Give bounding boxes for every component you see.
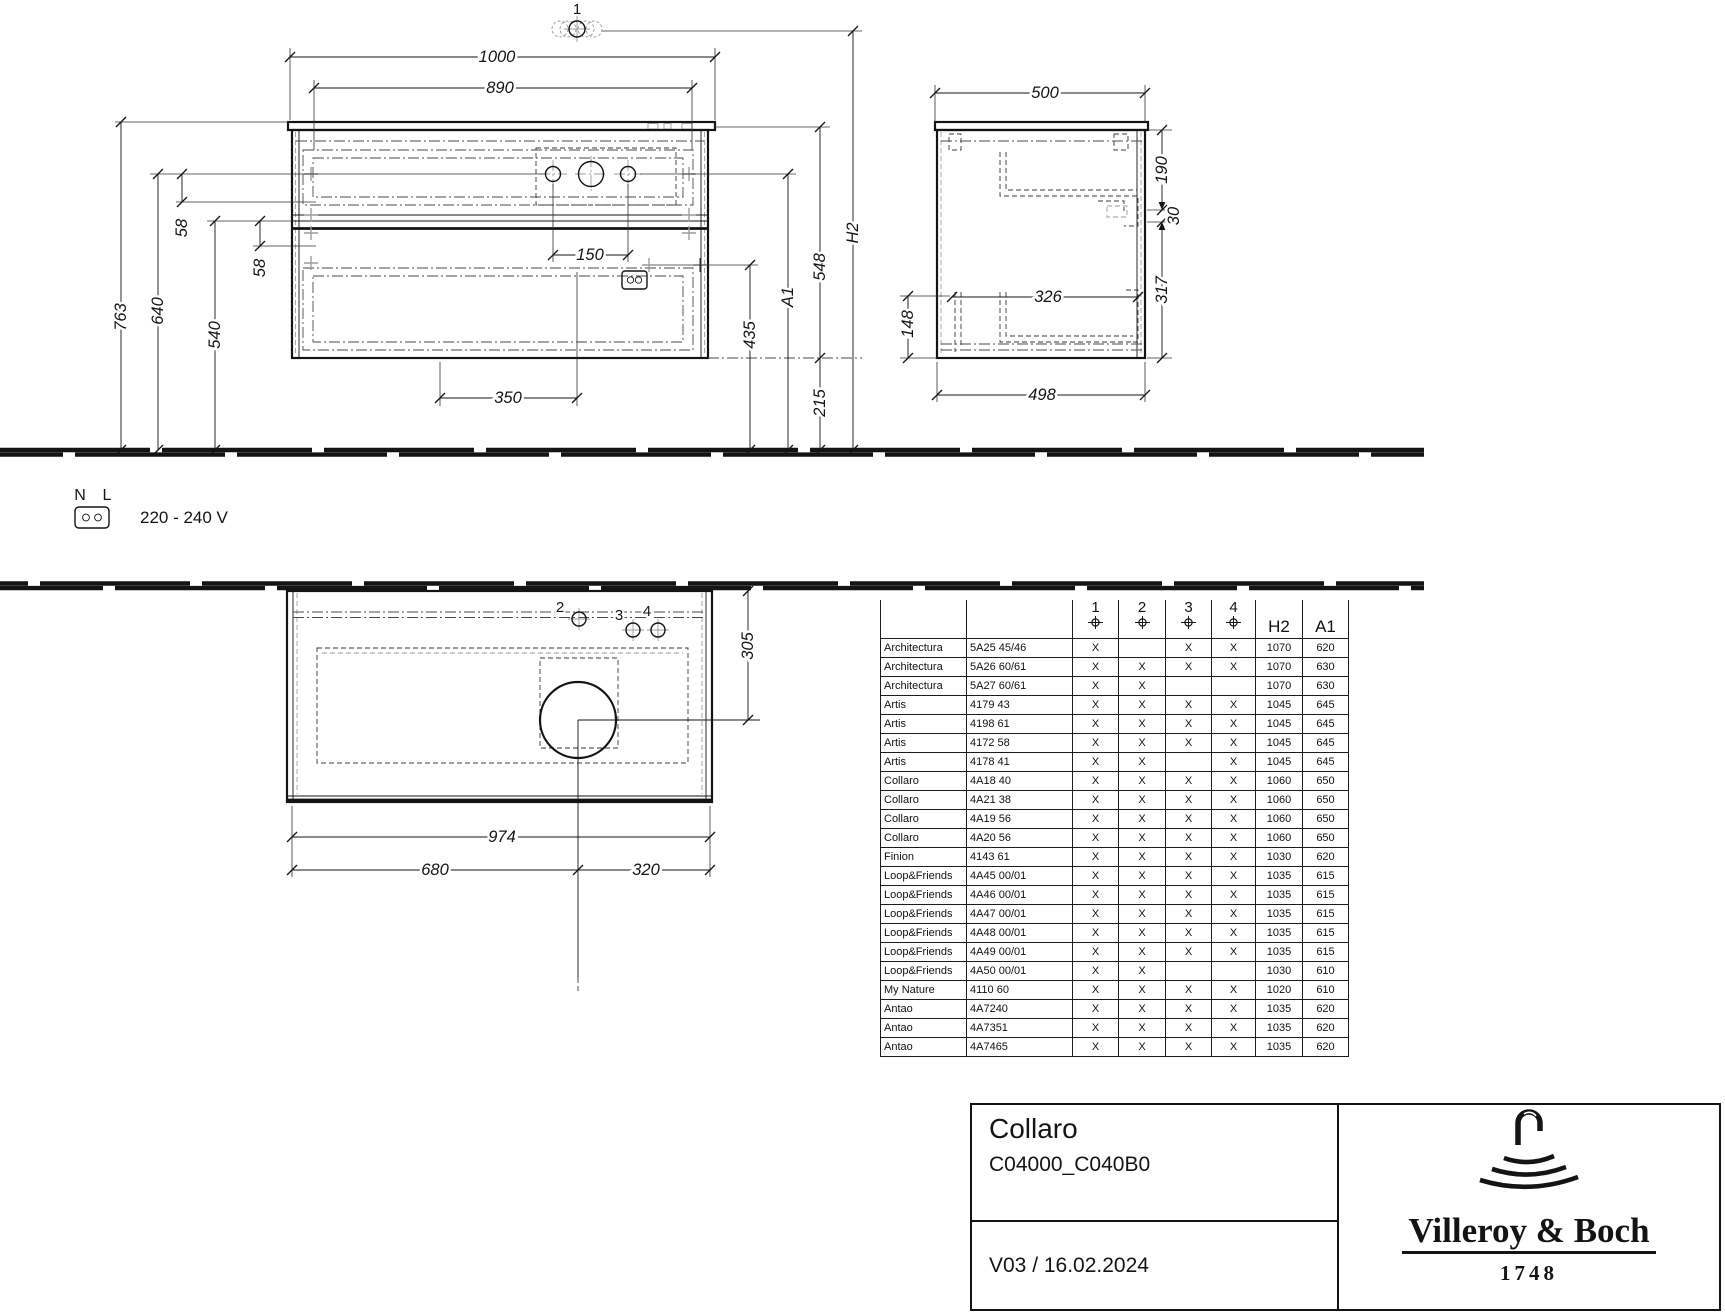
cell: X [1073, 772, 1119, 791]
cell: X [1073, 1000, 1119, 1019]
assembly-cross-marks [304, 167, 696, 272]
cell: 1045 [1256, 753, 1303, 772]
table-row [881, 677, 1349, 696]
cell: 615 [1303, 924, 1349, 943]
table-row [881, 696, 1349, 715]
table-row [881, 1019, 1349, 1038]
cell: X [1119, 962, 1166, 981]
version-cell [972, 1222, 1337, 1309]
dim-58-upper: 58 [173, 218, 191, 238]
cell: X [1073, 791, 1119, 810]
cell: 4A21 38 [967, 791, 1073, 810]
cell: X [1166, 867, 1212, 886]
cell: X [1212, 1000, 1256, 1019]
registration-mark-icon [1135, 615, 1150, 630]
cell: 620 [1303, 1019, 1349, 1038]
cell: X [1119, 886, 1166, 905]
table-row [881, 715, 1349, 734]
cell: X [1212, 848, 1256, 867]
cell: 1045 [1256, 715, 1303, 734]
cell: Antao [881, 1000, 967, 1019]
cell: X [1119, 1019, 1166, 1038]
brand-cell [1339, 1105, 1719, 1309]
side-view-drawing [899, 84, 1183, 404]
product-code: C04000_C040B0 [989, 1153, 1151, 1176]
cell: 1030 [1256, 848, 1303, 867]
cell: 615 [1303, 886, 1349, 905]
cell: 4A49 00/01 [967, 943, 1073, 962]
cell: 5A26 60/61 [967, 658, 1073, 677]
table-row [881, 981, 1349, 1000]
cell: 5A27 60/61 [967, 677, 1073, 696]
cell: 4178 41 [967, 753, 1073, 772]
cell: 615 [1303, 867, 1349, 886]
cell: 1060 [1256, 810, 1303, 829]
table-row [881, 829, 1349, 848]
cell: 1035 [1256, 886, 1303, 905]
cell: X [1119, 981, 1166, 1000]
cell: 4A7351 [967, 1019, 1073, 1038]
hole-1-column-header: 1 [1073, 600, 1119, 639]
cell: X [1212, 905, 1256, 924]
cell: X [1166, 658, 1212, 677]
cell: 1020 [1256, 981, 1303, 1000]
dim-58-lower: 58 [251, 258, 269, 278]
cell: 620 [1303, 848, 1349, 867]
line-label: L [102, 487, 112, 504]
cell: Architectura [881, 677, 967, 696]
cell: X [1212, 639, 1256, 658]
table-row [881, 924, 1349, 943]
cell: 1060 [1256, 791, 1303, 810]
cell: 610 [1303, 962, 1349, 981]
callout-2-label: 2 [555, 599, 565, 616]
tap-holes [539, 156, 642, 192]
dim-548: 548 [811, 253, 829, 281]
cell: X [1119, 753, 1166, 772]
cell: X [1212, 1038, 1256, 1057]
dim-317: 317 [1153, 276, 1171, 304]
cell: Collaro [881, 791, 967, 810]
cell: Loop&Friends [881, 867, 967, 886]
dim-150: 150 [576, 246, 604, 264]
dim-148: 148 [899, 310, 917, 338]
cell: X [1073, 981, 1119, 1000]
cell: 610 [1303, 981, 1349, 1000]
cell: X [1073, 867, 1119, 886]
cell: X [1212, 924, 1256, 943]
cell: X [1119, 829, 1166, 848]
cell: 645 [1303, 734, 1349, 753]
table-row [881, 943, 1349, 962]
cell: X [1119, 696, 1166, 715]
cell: X [1073, 715, 1119, 734]
cell: X [1119, 677, 1166, 696]
dim-498: 498 [1028, 386, 1056, 404]
cell: X [1166, 905, 1212, 924]
hole-3-column-header: 3 [1166, 600, 1212, 639]
dim-763: 763 [112, 303, 130, 331]
product-name: Collaro [989, 1113, 1078, 1144]
cell: 630 [1303, 658, 1349, 677]
cell: Artis [881, 734, 967, 753]
cell: X [1119, 924, 1166, 943]
dim-1000: 1000 [478, 48, 516, 66]
villeroy-boch-fountain-icon [1464, 1109, 1594, 1213]
dim-326: 326 [1034, 288, 1062, 306]
cell: 645 [1303, 715, 1349, 734]
cell: X [1166, 1000, 1212, 1019]
table-row [881, 791, 1349, 810]
socket-cutout-icon [622, 271, 647, 289]
cell: X [1212, 658, 1256, 677]
table-row [881, 1000, 1349, 1019]
cell: 4179 43 [967, 696, 1073, 715]
cell: 1070 [1256, 677, 1303, 696]
cell: X [1119, 791, 1166, 810]
table-header-row [881, 600, 1349, 639]
cell: X [1166, 848, 1212, 867]
washbasin-compatibility-table [880, 600, 1349, 1057]
front-view-drawing [112, 1, 862, 455]
cell: Antao [881, 1038, 967, 1057]
dim-350: 350 [494, 389, 522, 407]
dim-540: 540 [206, 321, 224, 349]
cell: 1035 [1256, 867, 1303, 886]
cell: X [1073, 753, 1119, 772]
cell: Antao [881, 1019, 967, 1038]
cell: X [1073, 677, 1119, 696]
callout-1-label: 1 [572, 1, 582, 18]
cell: 615 [1303, 943, 1349, 962]
dim-320: 320 [632, 861, 660, 879]
cell: 615 [1303, 905, 1349, 924]
cell: 4A7465 [967, 1038, 1073, 1057]
table-row [881, 905, 1349, 924]
cell: X [1119, 1000, 1166, 1019]
cell: Collaro [881, 772, 967, 791]
cell: X [1073, 886, 1119, 905]
series-column-header [881, 600, 967, 639]
cell: Loop&Friends [881, 905, 967, 924]
dim-A1: A1 [779, 286, 797, 308]
cell: X [1073, 905, 1119, 924]
dim-435: 435 [741, 321, 759, 349]
cell: 4A18 40 [967, 772, 1073, 791]
cell: X [1073, 810, 1119, 829]
dim-974: 974 [488, 828, 516, 846]
cell: 1060 [1256, 829, 1303, 848]
cell: X [1166, 1038, 1212, 1057]
cell: X [1212, 867, 1256, 886]
cell: X [1166, 829, 1212, 848]
cell: 4A46 00/01 [967, 886, 1073, 905]
callout-3-label: 3 [614, 607, 624, 624]
cell: 1070 [1256, 639, 1303, 658]
cell: 4A45 00/01 [967, 867, 1073, 886]
cell: 4A20 56 [967, 829, 1073, 848]
cell: X [1166, 639, 1212, 658]
cell: X [1212, 696, 1256, 715]
registration-mark-icon [1226, 615, 1241, 630]
cell: 4198 61 [967, 715, 1073, 734]
cell: Artis [881, 696, 967, 715]
dim-305: 305 [739, 632, 757, 660]
dim-190: 190 [1153, 156, 1171, 184]
cell: My Nature [881, 981, 967, 1000]
cell: Collaro [881, 810, 967, 829]
cell: 630 [1303, 677, 1349, 696]
cell: Architectura [881, 639, 967, 658]
cell: X [1166, 924, 1212, 943]
cell: X [1166, 1019, 1212, 1038]
cell: X [1166, 696, 1212, 715]
cell: X [1212, 1019, 1256, 1038]
cell: 4143 61 [967, 848, 1073, 867]
cell: X [1073, 696, 1119, 715]
cell: X [1119, 772, 1166, 791]
dim-640: 640 [149, 297, 167, 325]
table-row [881, 658, 1349, 677]
cell: 1035 [1256, 1038, 1303, 1057]
registration-mark-icon [1181, 615, 1196, 630]
cell: 1030 [1256, 962, 1303, 981]
cell: X [1212, 829, 1256, 848]
cell: X [1073, 924, 1119, 943]
voltage-label: 220 - 240 V [140, 508, 228, 527]
product-cell [972, 1105, 1337, 1222]
table-row [881, 1038, 1349, 1057]
cell: X [1119, 867, 1166, 886]
hole-2-column-header: 2 [1119, 600, 1166, 639]
cell: 4A47 00/01 [967, 905, 1073, 924]
cell: 4172 58 [967, 734, 1073, 753]
dim-H2: H2 [844, 222, 862, 244]
cell: X [1119, 734, 1166, 753]
cell [1119, 639, 1166, 658]
hole-4-column-header: 4 [1212, 600, 1256, 639]
cell: 1035 [1256, 905, 1303, 924]
cell: 620 [1303, 639, 1349, 658]
cell: X [1166, 791, 1212, 810]
cell: 1060 [1256, 772, 1303, 791]
cell: 4110 60 [967, 981, 1073, 1000]
cell: 650 [1303, 772, 1349, 791]
table-row [881, 867, 1349, 886]
cell [1166, 677, 1212, 696]
cell: 1045 [1256, 734, 1303, 753]
table-row [881, 734, 1349, 753]
cell: X [1119, 848, 1166, 867]
table-row [881, 772, 1349, 791]
cell: 650 [1303, 810, 1349, 829]
registration-mark-icon [1088, 615, 1103, 630]
cell: Collaro [881, 829, 967, 848]
callout-4-label: 4 [642, 603, 652, 620]
version-date: V03 / 16.02.2024 [989, 1253, 1149, 1277]
cell: X [1119, 1038, 1166, 1057]
dim-500: 500 [1031, 84, 1059, 102]
cell: Loop&Friends [881, 886, 967, 905]
cell: X [1166, 715, 1212, 734]
cell: Loop&Friends [881, 962, 967, 981]
cell: 645 [1303, 696, 1349, 715]
cell: 1035 [1256, 924, 1303, 943]
cell: X [1073, 658, 1119, 677]
cell: 1045 [1256, 696, 1303, 715]
neutral-label: N [74, 487, 86, 504]
cell: X [1166, 734, 1212, 753]
power-socket-symbol [74, 487, 228, 528]
cell [1212, 677, 1256, 696]
cell: 4A7240 [967, 1000, 1073, 1019]
cell: X [1166, 772, 1212, 791]
dim-30: 30 [1165, 206, 1183, 226]
table-row [881, 810, 1349, 829]
cell: Artis [881, 753, 967, 772]
cell: X [1212, 810, 1256, 829]
cell: X [1073, 962, 1119, 981]
cell: 4A19 56 [967, 810, 1073, 829]
table-row [881, 886, 1349, 905]
cell: X [1166, 886, 1212, 905]
tap-hole-callout [552, 16, 602, 42]
title-block [970, 1103, 1721, 1311]
cell: 620 [1303, 1038, 1349, 1057]
a1-column-header: A1 [1303, 600, 1349, 639]
cell: 645 [1303, 753, 1349, 772]
cell: X [1166, 943, 1212, 962]
h2-column-header: H2 [1256, 600, 1303, 639]
cell: Artis [881, 715, 967, 734]
cell: Architectura [881, 658, 967, 677]
cell: 4A48 00/01 [967, 924, 1073, 943]
cell: X [1166, 981, 1212, 1000]
cell: X [1119, 658, 1166, 677]
cell: X [1073, 943, 1119, 962]
cell: X [1212, 734, 1256, 753]
cell: X [1073, 1019, 1119, 1038]
wall-line [0, 584, 1424, 589]
cell: 650 [1303, 791, 1349, 810]
cell: X [1119, 905, 1166, 924]
cell: 620 [1303, 1000, 1349, 1019]
cell: X [1119, 810, 1166, 829]
cell: 1070 [1256, 658, 1303, 677]
model-column-header [967, 600, 1073, 639]
cell: 4A50 00/01 [967, 962, 1073, 981]
cell: 1035 [1256, 1000, 1303, 1019]
cell: 1035 [1256, 1019, 1303, 1038]
cell: Loop&Friends [881, 924, 967, 943]
cell [1166, 962, 1212, 981]
cell: X [1212, 772, 1256, 791]
table-row [881, 962, 1349, 981]
cell: X [1166, 810, 1212, 829]
table-row [881, 639, 1349, 658]
cell [1212, 962, 1256, 981]
cell: X [1212, 753, 1256, 772]
table-row [881, 753, 1349, 772]
cell: 650 [1303, 829, 1349, 848]
cell: Loop&Friends [881, 943, 967, 962]
dim-215: 215 [811, 389, 829, 417]
cell: X [1119, 943, 1166, 962]
cell: X [1073, 734, 1119, 753]
cell: Finion [881, 848, 967, 867]
title-block-left [972, 1105, 1339, 1309]
cell: X [1212, 715, 1256, 734]
cell [1166, 753, 1212, 772]
plan-view-drawing [287, 586, 760, 994]
brand-name: Villeroy & Boch [1402, 1213, 1655, 1254]
cell: X [1073, 829, 1119, 848]
table-row [881, 848, 1349, 867]
dim-680: 680 [421, 861, 449, 879]
dim-890: 890 [486, 79, 514, 97]
cell: X [1212, 791, 1256, 810]
cell: X [1073, 848, 1119, 867]
cell: X [1119, 715, 1166, 734]
cell: X [1212, 943, 1256, 962]
cell: X [1212, 886, 1256, 905]
cell: X [1073, 639, 1119, 658]
brand-year: 1748 [1500, 1261, 1558, 1285]
cell: X [1073, 1038, 1119, 1057]
cell: 1035 [1256, 943, 1303, 962]
cell: X [1212, 981, 1256, 1000]
cell: 5A25 45/46 [967, 639, 1073, 658]
